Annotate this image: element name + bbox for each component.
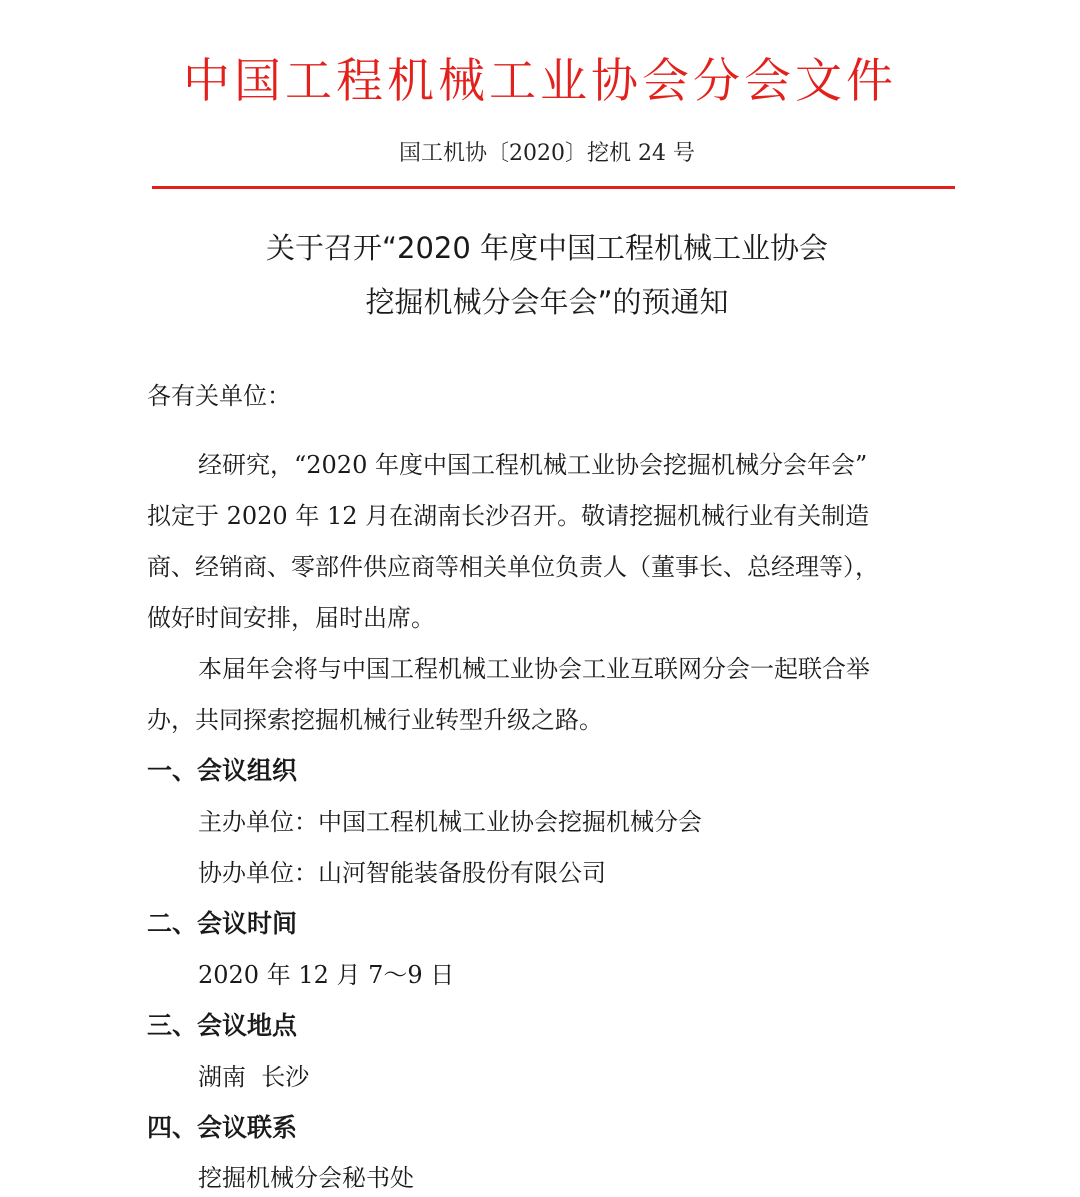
- paragraph-1-line-3: 商、经销商、零部件供应商等相关单位负责人（董事长、总经理等），: [147, 553, 879, 581]
- paragraph-2-line-2: 办，共同探索挖掘机械行业转型升级之路。: [147, 706, 603, 734]
- co-host-unit-line: 协办单位：山河智能装备股份有限公司: [198, 859, 606, 887]
- section-heading-organization: 一、会议组织: [147, 756, 298, 785]
- paragraph-2-line-1: 本届年会将与中国工程机械工业协会工业互联网分会一起联合举: [198, 655, 870, 683]
- meeting-date: 2020 年 12 月 7～9 日: [198, 961, 455, 989]
- section-heading-contact: 四、会议联系: [147, 1113, 298, 1142]
- contact-office: 挖掘机械分会秘书处: [198, 1164, 414, 1192]
- document-number: 国工机协〔2020〕挖机 24 号: [399, 141, 695, 166]
- paragraph-1-line-1: 经研究，“2020 年度中国工程机械工业协会挖掘机械分会年会”: [198, 451, 868, 479]
- red-divider: [152, 186, 955, 189]
- meeting-location: 湖南 长沙: [198, 1063, 310, 1091]
- salutation: 各有关单位：: [147, 382, 291, 410]
- title-line-2: 挖掘机械分会年会”的预通知: [365, 285, 729, 319]
- section-heading-location: 三、会议地点: [147, 1011, 298, 1040]
- paragraph-1-line-2: 拟定于 2020 年 12 月在湖南长沙召开。敬请挖掘机械行业有关制造: [147, 502, 870, 530]
- host-unit-line: 主办单位：中国工程机械工业协会挖掘机械分会: [198, 808, 702, 836]
- section-heading-time: 二、会议时间: [147, 909, 298, 938]
- title-line-1: 关于召开“2020 年度中国工程机械工业协会: [265, 231, 829, 265]
- paragraph-1-line-4: 做好时间安排，届时出席。: [147, 604, 435, 632]
- issuer-header: 中国工程机械工业协会分会文件: [183, 54, 897, 109]
